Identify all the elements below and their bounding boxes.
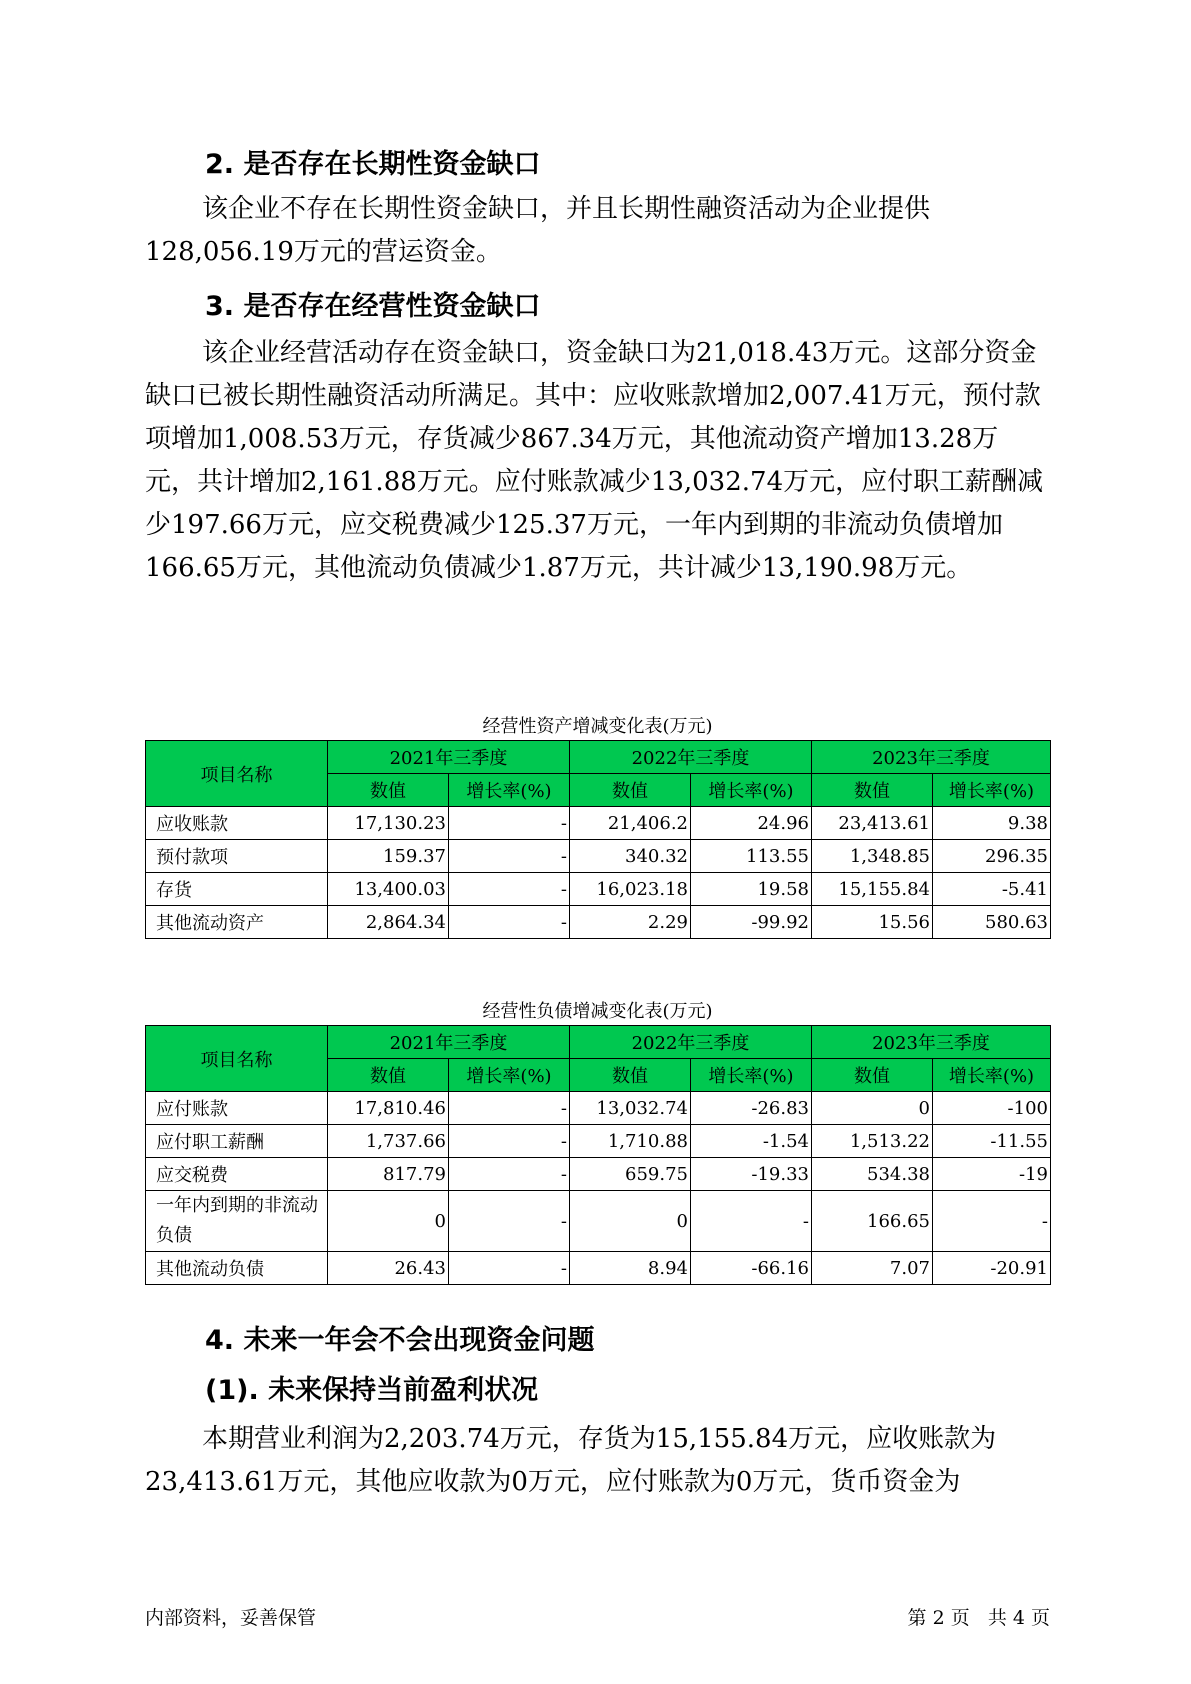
cell-rate: - <box>449 1092 570 1125</box>
cell-value: 159.37 <box>328 840 449 873</box>
header-rate: 增长率(%) <box>449 774 570 807</box>
cell-rate: 24.96 <box>691 807 812 840</box>
cell-value: 166.65 <box>812 1191 933 1252</box>
header-value: 数值 <box>570 1059 691 1092</box>
assets-table-caption: 经营性资产增减变化表(万元) <box>482 716 713 737</box>
cell-value: 21,406.2 <box>570 807 691 840</box>
cell-value: 340.32 <box>570 840 691 873</box>
header-period: 2022年三季度 <box>570 741 812 774</box>
header-period: 2021年三季度 <box>328 741 570 774</box>
cell-rate: - <box>449 807 570 840</box>
cell-rate: - <box>449 840 570 873</box>
cell-rate: - <box>449 1191 570 1252</box>
header-rate: 增长率(%) <box>691 1059 812 1092</box>
header-period: 2023年三季度 <box>812 741 1051 774</box>
section-heading-3: 3. 是否存在经营性资金缺口 <box>205 291 541 322</box>
cell-value: 1,710.88 <box>570 1125 691 1158</box>
row-name: 应收账款 <box>146 807 328 840</box>
table-row <box>146 1092 1051 1125</box>
table-row <box>146 1158 1051 1191</box>
row-name: 一年内到期的非流动负债 <box>146 1191 328 1252</box>
cell-value: 23,413.61 <box>812 807 933 840</box>
cell-rate: - <box>691 1191 812 1252</box>
table-row <box>146 840 1051 873</box>
cell-value: 15,155.84 <box>812 873 933 906</box>
cell-value: 15.56 <box>812 906 933 939</box>
footer-page-number: 第 2 页 共 4 页 <box>907 1607 1050 1629</box>
row-name: 预付款项 <box>146 840 328 873</box>
header-rate: 增长率(%) <box>449 1059 570 1092</box>
cell-value: 2.29 <box>570 906 691 939</box>
table-row <box>146 1252 1051 1285</box>
table-row <box>146 1191 1051 1252</box>
cell-rate: -19 <box>933 1158 1051 1191</box>
cell-value: 2,864.34 <box>328 906 449 939</box>
table-row <box>146 1125 1051 1158</box>
cell-value: 0 <box>812 1092 933 1125</box>
cell-value: 0 <box>328 1191 449 1252</box>
header-rate: 增长率(%) <box>933 1059 1051 1092</box>
cell-rate: -19.33 <box>691 1158 812 1191</box>
cell-rate: -99.92 <box>691 906 812 939</box>
section-heading-2: 2. 是否存在长期性资金缺口 <box>205 149 541 180</box>
cell-rate: -5.41 <box>933 873 1051 906</box>
paragraph-2: 该企业不存在长期性资金缺口，并且长期性融资活动为企业提供128,056.19万元的营运资金。 <box>145 194 931 267</box>
cell-rate: - <box>449 873 570 906</box>
row-name: 应付职工薪酬 <box>146 1125 328 1158</box>
assets-table <box>145 740 1051 939</box>
cell-value: 16,023.18 <box>570 873 691 906</box>
cell-value: 534.38 <box>812 1158 933 1191</box>
cell-rate: - <box>449 906 570 939</box>
cell-rate: - <box>449 1158 570 1191</box>
cell-value: 8.94 <box>570 1252 691 1285</box>
cell-value: 17,810.46 <box>328 1092 449 1125</box>
header-value: 数值 <box>328 774 449 807</box>
cell-rate: 580.63 <box>933 906 1051 939</box>
cell-rate: -1.54 <box>691 1125 812 1158</box>
cell-value: 0 <box>570 1191 691 1252</box>
cell-rate: -11.55 <box>933 1125 1051 1158</box>
liabilities-table-caption: 经营性负债增减变化表(万元) <box>482 1001 713 1022</box>
header-value: 数值 <box>570 774 691 807</box>
table-row <box>146 807 1051 840</box>
header-value: 数值 <box>328 1059 449 1092</box>
cell-rate: 9.38 <box>933 807 1051 840</box>
subsection-heading-4-1: (1). 未来保持当前盈利状况 <box>205 1375 539 1406</box>
cell-rate: - <box>933 1191 1051 1252</box>
cell-value: 817.79 <box>328 1158 449 1191</box>
cell-rate: -20.91 <box>933 1252 1051 1285</box>
table-row <box>146 906 1051 939</box>
liabilities-table <box>145 1025 1051 1285</box>
row-name: 应付账款 <box>146 1092 328 1125</box>
cell-rate: 19.58 <box>691 873 812 906</box>
header-value: 数值 <box>812 774 933 807</box>
cell-value: 13,400.03 <box>328 873 449 906</box>
cell-value: 1,513.22 <box>812 1125 933 1158</box>
paragraph-3: 该企业经营活动存在资金缺口，资金缺口为21,018.43万元。这部分资金缺口已被长期性融资活动所满足。其中：应收账款增加2,007.41万元，预付款项增加1,008.53万元，存货减少867.34万元，其他流动资产增加13.28万元，共计增加2,161.88万元。应付账款减少13,032.74万元，应付职工薪酬减少197.66万元，应交税费减少125.37万元，一年内到期的非流动负债增加166.65万元，其他流动负债减少1.87万元，共计减少13,190.98万元。 <box>145 338 1044 583</box>
header-item: 项目名称 <box>146 741 328 807</box>
row-name: 其他流动资产 <box>146 906 328 939</box>
cell-rate: 113.55 <box>691 840 812 873</box>
cell-value: 1,348.85 <box>812 840 933 873</box>
cell-rate: - <box>449 1252 570 1285</box>
cell-rate: -26.83 <box>691 1092 812 1125</box>
paragraph-4: 本期营业利润为2,203.74万元，存货为15,155.84万元，应收账款为23,413.61万元，其他应收款为0万元，应付账款为0万元，货币资金为 <box>145 1424 997 1497</box>
footer-left: 内部资料，妥善保管 <box>145 1607 317 1629</box>
header-rate: 增长率(%) <box>691 774 812 807</box>
table-row <box>146 873 1051 906</box>
section-heading-4: 4. 未来一年会不会出现资金问题 <box>205 1325 595 1356</box>
row-name: 应交税费 <box>146 1158 328 1191</box>
row-name: 存货 <box>146 873 328 906</box>
header-item: 项目名称 <box>146 1026 328 1092</box>
header-period: 2021年三季度 <box>328 1026 570 1059</box>
cell-rate: 296.35 <box>933 840 1051 873</box>
cell-rate: - <box>449 1125 570 1158</box>
header-value: 数值 <box>812 1059 933 1092</box>
cell-value: 1,737.66 <box>328 1125 449 1158</box>
header-period: 2022年三季度 <box>570 1026 812 1059</box>
header-period: 2023年三季度 <box>812 1026 1051 1059</box>
cell-value: 7.07 <box>812 1252 933 1285</box>
cell-value: 13,032.74 <box>570 1092 691 1125</box>
cell-rate: -66.16 <box>691 1252 812 1285</box>
cell-rate: -100 <box>933 1092 1051 1125</box>
cell-value: 17,130.23 <box>328 807 449 840</box>
header-rate: 增长率(%) <box>933 774 1051 807</box>
cell-value: 26.43 <box>328 1252 449 1285</box>
row-name: 其他流动负债 <box>146 1252 328 1285</box>
cell-value: 659.75 <box>570 1158 691 1191</box>
